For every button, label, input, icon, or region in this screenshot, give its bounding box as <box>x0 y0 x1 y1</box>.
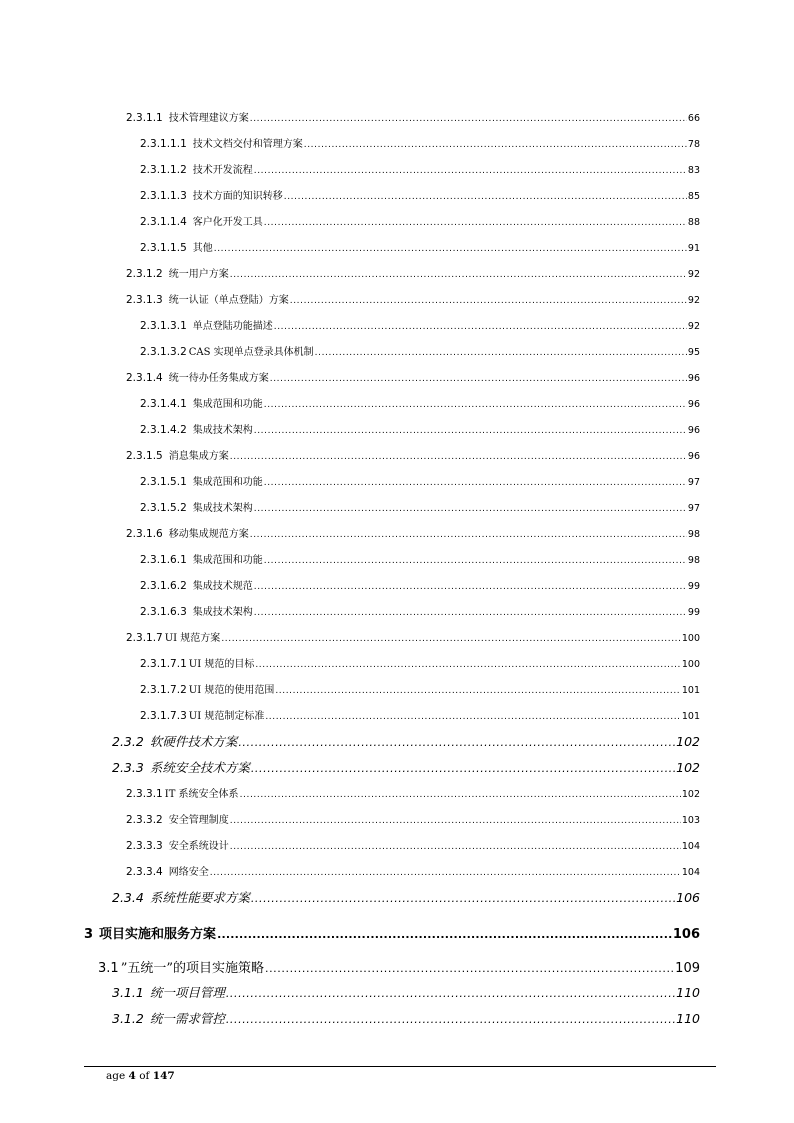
toc-entry[interactable] <box>126 629 700 644</box>
toc-entry-page: 99 <box>687 607 700 618</box>
toc-entry[interactable] <box>140 577 700 592</box>
footer-prefix: age <box>106 1070 126 1082</box>
toc-entry[interactable] <box>112 1009 700 1027</box>
toc-entry[interactable] <box>126 109 700 124</box>
toc-entry-title: 统一认证（单点登陆）方案 <box>168 295 289 306</box>
dot-leader <box>265 712 681 722</box>
dot-leader <box>290 296 687 306</box>
toc-entry-title: 网络安全 <box>168 867 209 878</box>
toc-entry-title: 系统安全技术方案 <box>149 760 250 775</box>
toc-entry-number: 2.3.1.1 <box>126 112 163 124</box>
dot-leader <box>238 736 675 749</box>
dot-leader <box>250 114 687 124</box>
toc-entry-title: 集成技术架构 <box>192 425 253 436</box>
toc-entry-number: 2.3.1.5.2 <box>140 502 187 514</box>
toc-entry-number: 2.3.1.3.2 <box>140 346 187 358</box>
toc-entry-number: 2.3.3 <box>112 760 144 775</box>
dot-leader <box>250 530 687 540</box>
toc-entry-number: 2.3.1.3 <box>126 294 163 306</box>
toc-entry-page: 96 <box>687 373 700 384</box>
footer-of-label: of <box>139 1070 150 1082</box>
toc-entry-title: 集成范围和功能 <box>192 555 263 566</box>
toc-entry-page: 96 <box>687 399 700 410</box>
toc-entry-page: 66 <box>687 113 700 124</box>
toc-entry-number: 2.3.3.2 <box>126 814 163 826</box>
toc-entry-title: 客户化开发工具 <box>192 217 263 228</box>
dot-leader <box>254 608 687 618</box>
toc-entry-title: 集成技术规范 <box>192 581 253 592</box>
toc-entry-page: 102 <box>676 734 700 749</box>
toc-entry-title: 消息集成方案 <box>168 451 229 462</box>
toc-entry-number: 2.3.1.1.1 <box>140 138 187 150</box>
toc-entry-title: 统一待办任务集成方案 <box>168 373 269 384</box>
toc-entry-page: 97 <box>687 477 700 488</box>
dot-leader <box>254 504 687 514</box>
toc-entry[interactable] <box>126 291 700 306</box>
toc-entry-number: 2.3.1.6 <box>126 528 163 540</box>
dot-leader <box>230 816 681 826</box>
toc-entry-number: 2.3.1.1.4 <box>140 216 187 228</box>
toc-entry-page: 96 <box>687 425 700 436</box>
dot-leader <box>264 478 687 488</box>
toc-entry-number: 2.3.1.7.3 <box>140 710 187 722</box>
toc-entry-title: ”五统一”的项目实施策略 <box>120 961 264 976</box>
toc-entry-title: CAS 实现单点登录具体机制 <box>188 347 314 358</box>
toc-entry-page: 100 <box>681 659 700 670</box>
toc-entry-page: 100 <box>681 633 700 644</box>
toc-entry[interactable] <box>126 525 700 540</box>
toc-entry[interactable] <box>126 265 700 280</box>
toc-entry-page: 106 <box>676 890 700 905</box>
toc-entry-number: 3.1.1 <box>112 985 144 1000</box>
dot-leader <box>230 452 687 462</box>
toc-entry-title: 集成技术架构 <box>192 607 253 618</box>
toc-entry-page: 98 <box>687 555 700 566</box>
toc-entry-page: 92 <box>687 295 700 306</box>
toc-entry-page: 104 <box>681 841 700 852</box>
toc-entry[interactable] <box>140 343 700 358</box>
toc-entry-number: 2.3.1.4.1 <box>140 398 187 410</box>
toc-entry-page: 103 <box>681 815 700 826</box>
toc-entry[interactable] <box>112 758 700 776</box>
toc-entry-page: 96 <box>687 451 700 462</box>
toc-entry[interactable] <box>140 161 700 176</box>
toc-entry-page: 92 <box>687 321 700 332</box>
toc-entry[interactable] <box>140 655 700 670</box>
toc-entry[interactable] <box>112 888 700 906</box>
toc-entry[interactable] <box>98 957 700 976</box>
toc-entry[interactable] <box>140 395 700 410</box>
toc-entry[interactable] <box>140 499 700 514</box>
dot-leader <box>226 987 675 1000</box>
toc-entry-page: 91 <box>687 243 700 254</box>
toc-entry-number: 2.3.1.5.1 <box>140 476 187 488</box>
toc-entry-title: UI 规范的目标 <box>188 659 255 670</box>
dot-leader <box>284 192 687 202</box>
toc-entry-title: 集成范围和功能 <box>192 399 263 410</box>
toc-entry[interactable] <box>126 785 700 800</box>
dot-leader <box>254 166 687 176</box>
dot-leader <box>264 400 687 410</box>
toc-entry-number: 2.3.1.1.5 <box>140 242 187 254</box>
toc-entry-title: 安全管理制度 <box>168 815 229 826</box>
dot-leader <box>270 374 687 384</box>
toc-entry[interactable] <box>140 551 700 566</box>
toc-entry[interactable] <box>140 603 700 618</box>
toc-entry-title: UI 规范制定标准 <box>188 711 265 722</box>
dot-leader <box>254 582 687 592</box>
dot-leader <box>251 762 675 775</box>
toc-entry[interactable] <box>140 239 700 254</box>
toc-entry-number: 2.3.1.3.1 <box>140 320 187 332</box>
toc-entry-number: 2.3.1.6.3 <box>140 606 187 618</box>
toc-entry-title: 其他 <box>192 243 213 254</box>
toc-entry-page: 110 <box>676 985 700 1000</box>
toc-entry-title: 技术管理建议方案 <box>168 113 249 124</box>
toc-entry-page: 99 <box>687 581 700 592</box>
toc-entry[interactable] <box>140 187 700 202</box>
dot-leader <box>264 556 687 566</box>
toc-entry-number: 2.3.3.1 <box>126 788 163 800</box>
toc-entry-number: 2.3.1.5 <box>126 450 163 462</box>
toc-entry[interactable] <box>112 732 700 750</box>
toc-entry-number: 2.3.1.4 <box>126 372 163 384</box>
toc-entry-title: 系统性能要求方案 <box>149 890 250 905</box>
toc-entry-title: 集成范围和功能 <box>192 477 263 488</box>
toc-entry-title: 移动集成规范方案 <box>168 529 249 540</box>
toc-entry[interactable] <box>140 213 700 228</box>
toc-entry-page: 101 <box>681 685 700 696</box>
toc-entry-number: 2.3.3.4 <box>126 866 163 878</box>
toc-entry[interactable] <box>140 135 700 150</box>
toc-entry-title: 单点登陆功能描述 <box>192 321 273 332</box>
dot-leader <box>214 244 687 254</box>
toc-entry-page: 102 <box>676 760 700 775</box>
toc-entry-number: 2.3.1.7 <box>126 632 163 644</box>
toc-entry[interactable] <box>84 923 700 942</box>
dot-leader <box>217 928 672 941</box>
toc-entry-page: 110 <box>676 1011 700 1026</box>
toc-entry-number: 2.3.1.6.1 <box>140 554 187 566</box>
toc-entry-title: 统一用户方案 <box>168 269 229 280</box>
toc-entry[interactable] <box>126 447 700 462</box>
toc-entry-title: 集成技术架构 <box>192 503 253 514</box>
toc-entry-number: 2.3.1.7.2 <box>140 684 187 696</box>
toc-entry-page: 88 <box>687 217 700 228</box>
dot-leader <box>240 790 681 800</box>
toc-entry[interactable] <box>140 473 700 488</box>
dot-leader <box>221 634 681 644</box>
toc-entry-page: 102 <box>681 789 700 800</box>
dot-leader <box>275 686 681 696</box>
footer-current-page: 4 <box>128 1070 136 1082</box>
toc-entry[interactable] <box>112 983 700 1001</box>
toc-entry-page: 101 <box>681 711 700 722</box>
toc-entry-number: 3.1.2 <box>112 1011 144 1026</box>
dot-leader <box>226 1013 675 1026</box>
toc-entry-title: 统一需求管控 <box>149 1011 225 1026</box>
dot-leader <box>230 270 687 280</box>
toc-entry-number: 3 <box>84 927 94 942</box>
toc-entry-page: 98 <box>687 529 700 540</box>
toc-entry-page: 97 <box>687 503 700 514</box>
dot-leader <box>265 962 674 975</box>
toc-entry[interactable] <box>126 837 700 852</box>
dot-leader <box>210 868 681 878</box>
dot-leader <box>254 426 687 436</box>
toc-entry[interactable] <box>140 421 700 436</box>
toc-entry-number: 2.3.1.2 <box>126 268 163 280</box>
footer-divider <box>84 1066 716 1067</box>
toc-entry-number: 2.3.1.4.2 <box>140 424 187 436</box>
toc-entry-number: 2.3.1.6.2 <box>140 580 187 592</box>
toc-entry-title: 统一项目管理 <box>149 985 225 1000</box>
toc-entry-title: 软硬件技术方案 <box>149 734 238 749</box>
toc-entry[interactable] <box>126 863 700 878</box>
toc-entry-title: 技术开发流程 <box>192 165 253 176</box>
dot-leader <box>251 892 675 905</box>
toc-entry-title: 技术文档交付和管理方案 <box>192 139 303 150</box>
toc-entry-title: 技术方面的知识转移 <box>192 191 283 202</box>
dot-leader <box>304 140 687 150</box>
toc-entry-page: 109 <box>675 961 700 976</box>
toc-entry[interactable] <box>140 681 700 696</box>
toc-entry-title: 项目实施和服务方案 <box>99 927 217 942</box>
toc-entry-title: 安全系统设计 <box>168 841 229 852</box>
page-footer <box>106 1070 175 1082</box>
dot-leader <box>255 660 681 670</box>
toc-entry-number: 2.3.1.7.1 <box>140 658 187 670</box>
toc-entry-title: UI 规范方案 <box>164 633 221 644</box>
toc-entry-number: 2.3.4 <box>112 890 144 905</box>
toc-entry[interactable] <box>140 707 700 722</box>
dot-leader <box>230 842 681 852</box>
toc-entry[interactable] <box>140 317 700 332</box>
dot-leader <box>264 218 687 228</box>
toc-entry-page: 85 <box>687 191 700 202</box>
toc-entry[interactable] <box>126 811 700 826</box>
toc-entry-page: 92 <box>687 269 700 280</box>
toc-entry-page: 104 <box>681 867 700 878</box>
toc-entry-title: IT 系统安全体系 <box>164 789 239 800</box>
toc-entry-number: 2.3.1.1.3 <box>140 190 187 202</box>
toc-entry-number: 2.3.1.1.2 <box>140 164 187 176</box>
dot-leader <box>274 322 687 332</box>
toc-entry-page: 95 <box>687 347 700 358</box>
toc-entry-number: 3.1 <box>98 961 119 976</box>
toc-entry-page: 78 <box>687 139 700 150</box>
toc-entry-number: 2.3.3.3 <box>126 840 163 852</box>
toc-entry[interactable] <box>126 369 700 384</box>
toc-entry-number: 2.3.2 <box>112 734 144 749</box>
toc-entry-page: 83 <box>687 165 700 176</box>
toc-entry-title: UI 规范的使用范围 <box>188 685 275 696</box>
dot-leader <box>315 348 687 358</box>
toc-entry-page: 106 <box>672 927 700 942</box>
footer-total-pages: 147 <box>152 1070 175 1082</box>
